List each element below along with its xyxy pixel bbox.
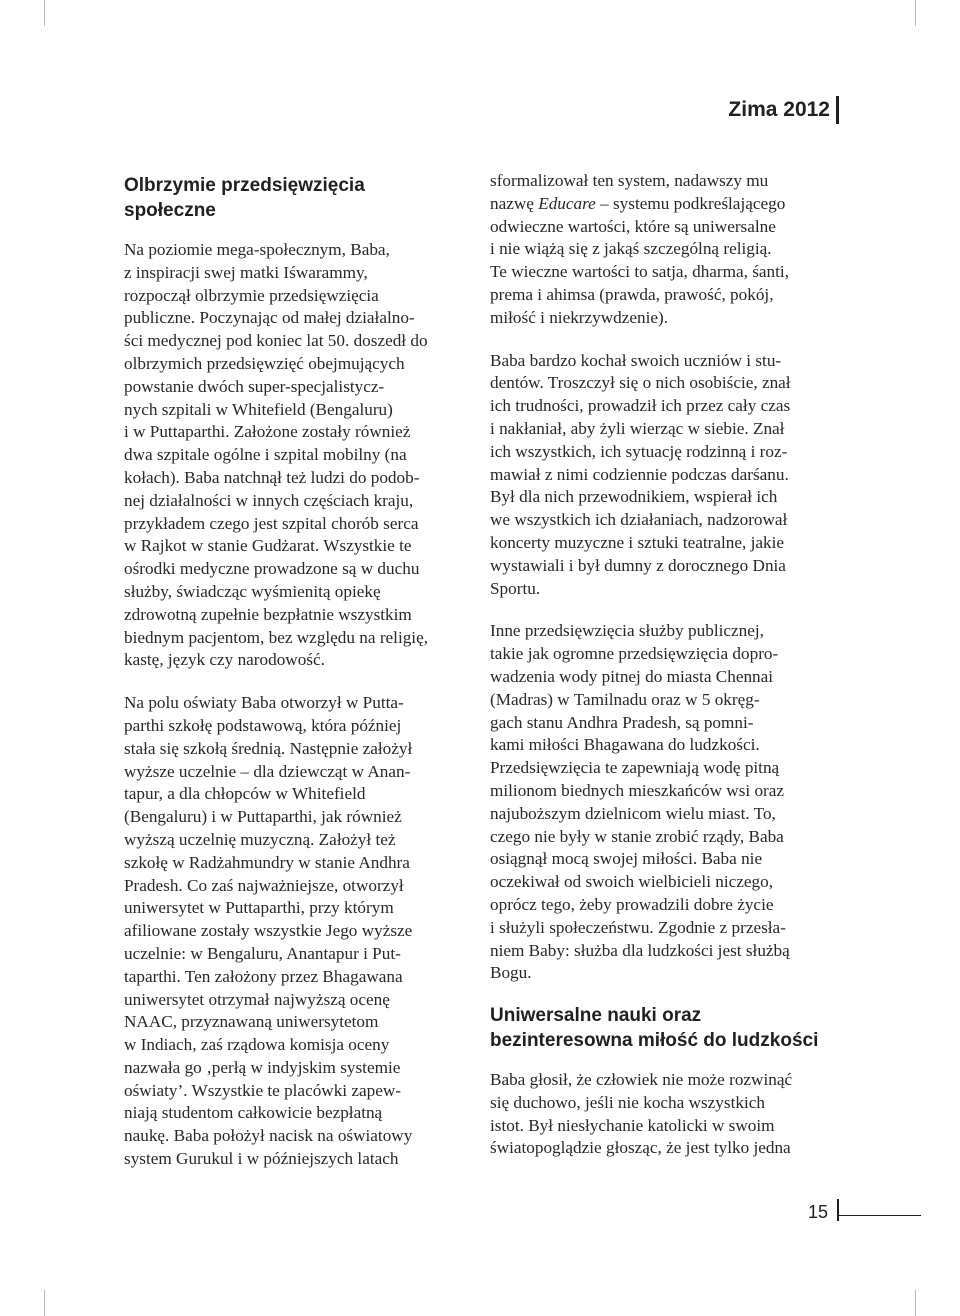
text-line: wyższe uczelnie – dla dziewcząt w Anan- <box>124 761 411 781</box>
paragraph-teachings <box>490 1069 836 1160</box>
text-line: oczekiwał od swoich wielbicieli niczego, <box>490 872 774 892</box>
text-line: istot. Był niesłychanie katolicki w swoim <box>490 1115 775 1135</box>
text-line: ści medycznej pod koniec lat 50. doszedł do <box>124 331 428 351</box>
text-line: (Bengaluru) i w Puttaparthi, jak również <box>124 807 402 827</box>
text-line: kastę, język czy narodowość. <box>124 650 325 670</box>
text-line: ośrodki medyczne prowadzone są w duchu <box>124 559 420 579</box>
text-line: prema i ahimsa (prawda, prawość, pokój, <box>490 284 774 304</box>
text-line: oświaty’. Wszystkie te placówki zapew- <box>124 1080 401 1100</box>
text-fragment: nazwę <box>490 193 539 213</box>
paragraph-educare <box>490 170 836 330</box>
text-line: i w Puttaparthi. Założone zostały również <box>124 422 411 442</box>
header-rule <box>836 96 839 124</box>
text-line: Baba głosił, że człowiek nie może rozwinąć <box>490 1070 793 1090</box>
text-line: szkołę w Radżahmundry w stanie Andhra <box>124 852 410 872</box>
text-line: uczelnie: w Bengaluru, Anantapur i Put- <box>124 943 401 963</box>
footer-rule-vertical <box>837 1199 839 1221</box>
text-line: miłość i niekrzywdzenie). <box>490 307 669 327</box>
text-line: stała się szkołą średnią. Następnie założył <box>124 738 413 758</box>
text-line: powstanie dwóch super-specjalistycz- <box>124 376 385 396</box>
text-line: Bogu. <box>490 963 532 983</box>
text-line: uniwersytet otrzymał najwyższą ocenę <box>124 989 390 1009</box>
right-column <box>490 170 836 1180</box>
text-line: służby, świadcząc wyśmienitą opiekę <box>124 581 381 601</box>
italic-term-educare: Educare <box>538 193 596 213</box>
text-line: NAAC, przyznawaną uniwersytetom <box>124 1012 379 1032</box>
text-line: nazwała go ‚perłą w indyjskim systemie <box>124 1057 401 1077</box>
running-header-title: Zima 2012 <box>728 98 830 121</box>
text-line: Pradesh. Co zaś najważniejsze, otworzył <box>124 875 404 895</box>
text-line: ich trudności, prowadził ich przez cały czas <box>490 396 791 416</box>
text-line: dwa szpitale ogólne i szpital mobilny (na <box>124 445 407 465</box>
text-line: gach stanu Andhra Pradesh, są pomni- <box>490 712 754 732</box>
paragraph-water-projects <box>490 620 836 985</box>
page-number: 15 <box>808 1202 829 1222</box>
text-line: Na poziomie mega-społecznym, Baba, <box>124 240 390 259</box>
text-line: nych szpitali w Whitefield (Bengaluru) <box>124 399 393 419</box>
crop-mark-bottom-right <box>915 1290 916 1316</box>
heading-line: bezinteresowna miłość do ludzkości <box>490 1030 819 1052</box>
paragraph-healthcare <box>124 239 486 672</box>
text-line: oprócz tego, żeby prowadzili dobre życie <box>490 894 774 914</box>
text-line: wadzenia wody pitnej do miasta Chennai <box>490 666 774 686</box>
text-line: milionom biednych mieszkańców wsi oraz <box>490 780 785 800</box>
text-line: ich wszystkich, ich sytuację rodzinną i roz- <box>490 441 788 461</box>
section-heading-olbrzymie <box>124 173 486 223</box>
text-line: się duchowo, jeśli nie kocha wszystkich <box>490 1092 765 1112</box>
text-line: takie jak ogromne przedsięwzięcia dopro- <box>490 644 779 664</box>
text-line: w Rajkot w stanie Gudżarat. Wszystkie te <box>124 536 412 556</box>
text-line: i nie wiążą się z jakąś szczególną religią. <box>490 239 772 259</box>
text-line: uniwersytet w Puttaparthi, przy którym <box>124 898 394 918</box>
text-line: wystawiali i był dumny z dorocznego Dnia <box>490 555 786 575</box>
text-line: i nakłaniał, aby żyli wierząc w siebie. Znał <box>490 418 785 438</box>
section-heading-uniwersalne <box>490 1003 836 1053</box>
text-line: mawiał z nimi codziennie podczas darśanu. <box>490 464 789 484</box>
heading-line: Olbrzymie przedsięwzięcia <box>124 175 365 196</box>
paragraph-students <box>490 350 836 601</box>
text-line: Baba bardzo kochał swoich uczniów i stu- <box>490 350 782 370</box>
text-line: biednym pacjentom, bez względu na religię, <box>124 627 429 647</box>
text-line: kołach). Baba natchnął też ludzi do podob- <box>124 467 420 487</box>
text-line: naukę. Baba położył nacisk na oświatowy <box>124 1126 413 1146</box>
crop-mark-bottom-left <box>44 1290 45 1316</box>
text-line: Na polu oświaty Baba otworzył w Putta- <box>124 693 404 713</box>
text-line: najuboższym dzielnicom wielu miast. To, <box>490 803 776 823</box>
text-line: niem Baby: służba dla ludzkości jest służbą <box>490 940 790 960</box>
text-line: parthi szkołę podstawową, która później <box>124 715 402 735</box>
text-line: (Madras) w Tamilnadu oraz w 5 okręg- <box>490 689 760 709</box>
footer-rule-horizontal <box>839 1215 921 1216</box>
text-line: niają studentom całkowicie bezpłatną <box>124 1103 383 1123</box>
left-column <box>124 170 486 1191</box>
text-line: we wszystkich ich działaniach, nadzorował <box>490 510 788 530</box>
text-line: system Gurukul i w późniejszych latach <box>124 1149 399 1169</box>
text-line: zdrowotną zupełnie bezpłatnie wszystkim <box>124 604 412 624</box>
text-line: olbrzymich przedsięwzięć obejmujących <box>124 353 405 373</box>
text-line: rozpoczął olbrzymie przedsięwzięcia <box>124 285 379 305</box>
heading-line: Uniwersalne nauki oraz <box>490 1005 702 1027</box>
text-line: przykładem czego jest szpital chorób serca <box>124 513 419 533</box>
text-line: Te wieczne wartości to satja, dharma, śanti, <box>490 262 789 282</box>
text-line: w Indiach, zaś rządowa komisja oceny <box>124 1035 390 1055</box>
text-line: odwieczne wartości, które są uniwersalne <box>490 216 776 236</box>
text-line: Przedsięwzięcia te zapewniają wodę pitną <box>490 758 780 778</box>
text-line: Sportu. <box>490 578 541 598</box>
crop-mark-top-right <box>915 0 916 26</box>
heading-line: społeczne <box>124 200 216 221</box>
text-fragment: – systemu podkreślającego <box>595 193 786 213</box>
text-line: koncerty muzyczne i sztuki teatralne, jakie <box>490 532 784 552</box>
text-line: i służyli społeczeństwu. Zgodnie z przesła- <box>490 917 786 937</box>
text-line: z inspiracji swej matki Iśwarammy, <box>124 262 368 282</box>
text-line: afiliowane zostały wszystkie Jego wyższe <box>124 921 413 941</box>
paragraph-education <box>124 692 486 1171</box>
text-line: czego nie były w stanie zrobić rządy, Baba <box>490 826 784 846</box>
text-line: tapur, a dla chłopców w Whitefield <box>124 784 366 804</box>
text-line: Był dla nich przewodnikiem, wspierał ich <box>490 487 778 507</box>
text-line: taparthi. Ten założony przez Bhagawana <box>124 966 403 986</box>
text-line: osiągnął mocą swojej miłości. Baba nie <box>490 849 763 869</box>
text-line: kami miłości Bhagawana do ludzkości. <box>490 735 760 755</box>
text-line: nej działalności w innych częściach kraju, <box>124 490 414 510</box>
text-line: Inne przedsięwzięcia służby publicznej, <box>490 621 764 641</box>
text-line: dentów. Troszczył się o nich osobiście, znał <box>490 373 791 393</box>
text-line: publiczne. Poczynając od małej działalno- <box>124 308 415 328</box>
text-line-with-italic <box>490 193 836 216</box>
crop-mark-top-left <box>44 0 45 26</box>
text-line: sformalizował ten system, nadawszy mu <box>490 171 769 190</box>
text-line: światopoglądzie głosząc, że jest tylko jedna <box>490 1138 791 1158</box>
text-line: wyższą uczelnię muzyczną. Założył też <box>124 829 396 849</box>
